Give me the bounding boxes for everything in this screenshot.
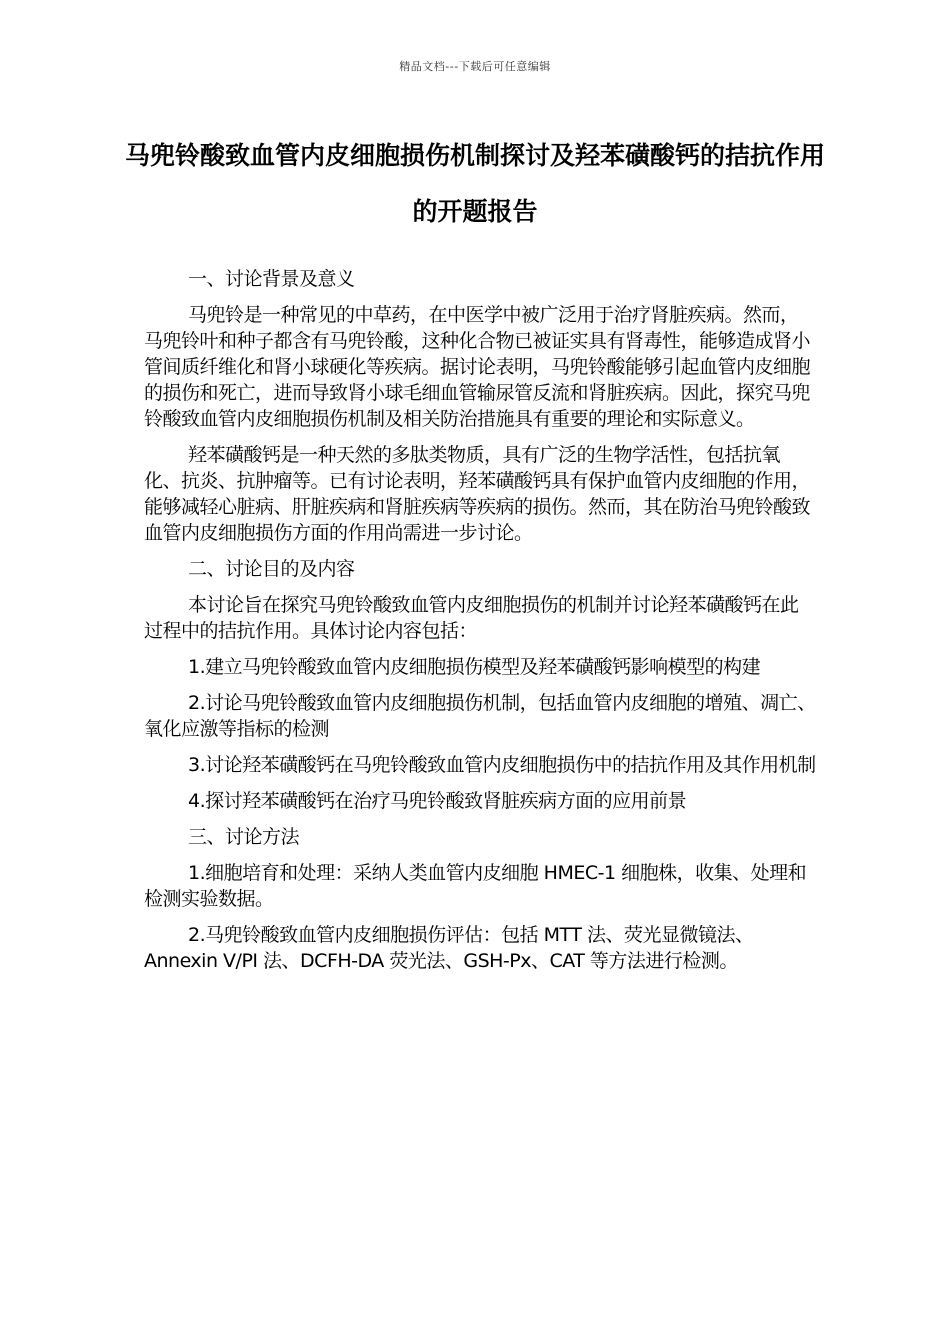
paragraph: 羟苯磺酸钙是一种天然的多肽类物质，具有广泛的生物学活性，包括抗氧化、抗炎、抗肿瘤等。已有讨论表明，羟苯磺酸钙具有保护血管内皮细胞的作用，能够减轻心脏病、肝脏疾病和肾脏疾病等疾病的损伤。然而，其在防治马兜铃酸致血管内皮细胞损伤方面的作用尚需进一步讨论。: [144, 444, 811, 544]
page-header-note: 精品文档---下载后可任意编辑: [399, 60, 551, 73]
paragraph: 马兜铃是一种常见的中草药，在中医学中被广泛用于治疗肾脏疾病。然而，马兜铃叶和种子都含有马兜铃酸，这种化合物已被证实具有肾毒性，能够造成肾小管间质纤维化和肾小球硬化等疾病。据讨论表明，马兜铃酸能够引起血管内皮细胞的损伤和死亡，进而导致肾小球毛细血管输尿管反流和肾脏疾病。因此，探究马兜铃酸致血管内皮细胞损伤机制及相关防治措施具有重要的理论和实际意义。: [144, 304, 811, 430]
document-body: [144, 266, 816, 984]
list-item: 1.建立马兜铃酸致血管内皮细胞损伤模型及羟苯磺酸钙影响模型的构建: [188, 656, 761, 678]
list-item: 2.讨论马兜铃酸致血管内皮细胞损伤机制，包括血管内皮细胞的增殖、凋亡、氧化应激等指标的检测: [144, 692, 816, 740]
paragraph: 本讨论旨在探究马兜铃酸致血管内皮细胞损伤的机制并讨论羟苯磺酸钙在此过程中的拮抗作用。具体讨论内容包括：: [144, 594, 799, 642]
list-item: 2.马兜铃酸致血管内皮细胞损伤评估：包括 MTT 法、荧光显微镜法、Annexin V/PI 法、DCFH-DA 荧光法、GSH-Px、CAT 等方法进行检测。: [144, 924, 754, 972]
section-heading-methods: 三、讨论方法: [188, 826, 300, 848]
list-item: 3.讨论羟苯磺酸钙在马兜铃酸致血管内皮细胞损伤中的拮抗作用及其作用机制: [188, 754, 816, 776]
section-heading-background: 一、讨论背景及意义: [188, 268, 355, 290]
list-item: 1.细胞培育和处理：采纳人类血管内皮细胞 HMEC-1 细胞株，收集、处理和检测实验数据。: [144, 862, 807, 910]
list-item: 4.探讨羟苯磺酸钙在治疗马兜铃酸致肾脏疾病方面的应用前景: [188, 790, 687, 812]
document-title: 马兜铃酸致血管内皮细胞损伤机制探讨及羟苯磺酸钙的拮抗作用的开题报告: [124, 141, 825, 226]
section-heading-purpose: 二、讨论目的及内容: [188, 558, 355, 580]
